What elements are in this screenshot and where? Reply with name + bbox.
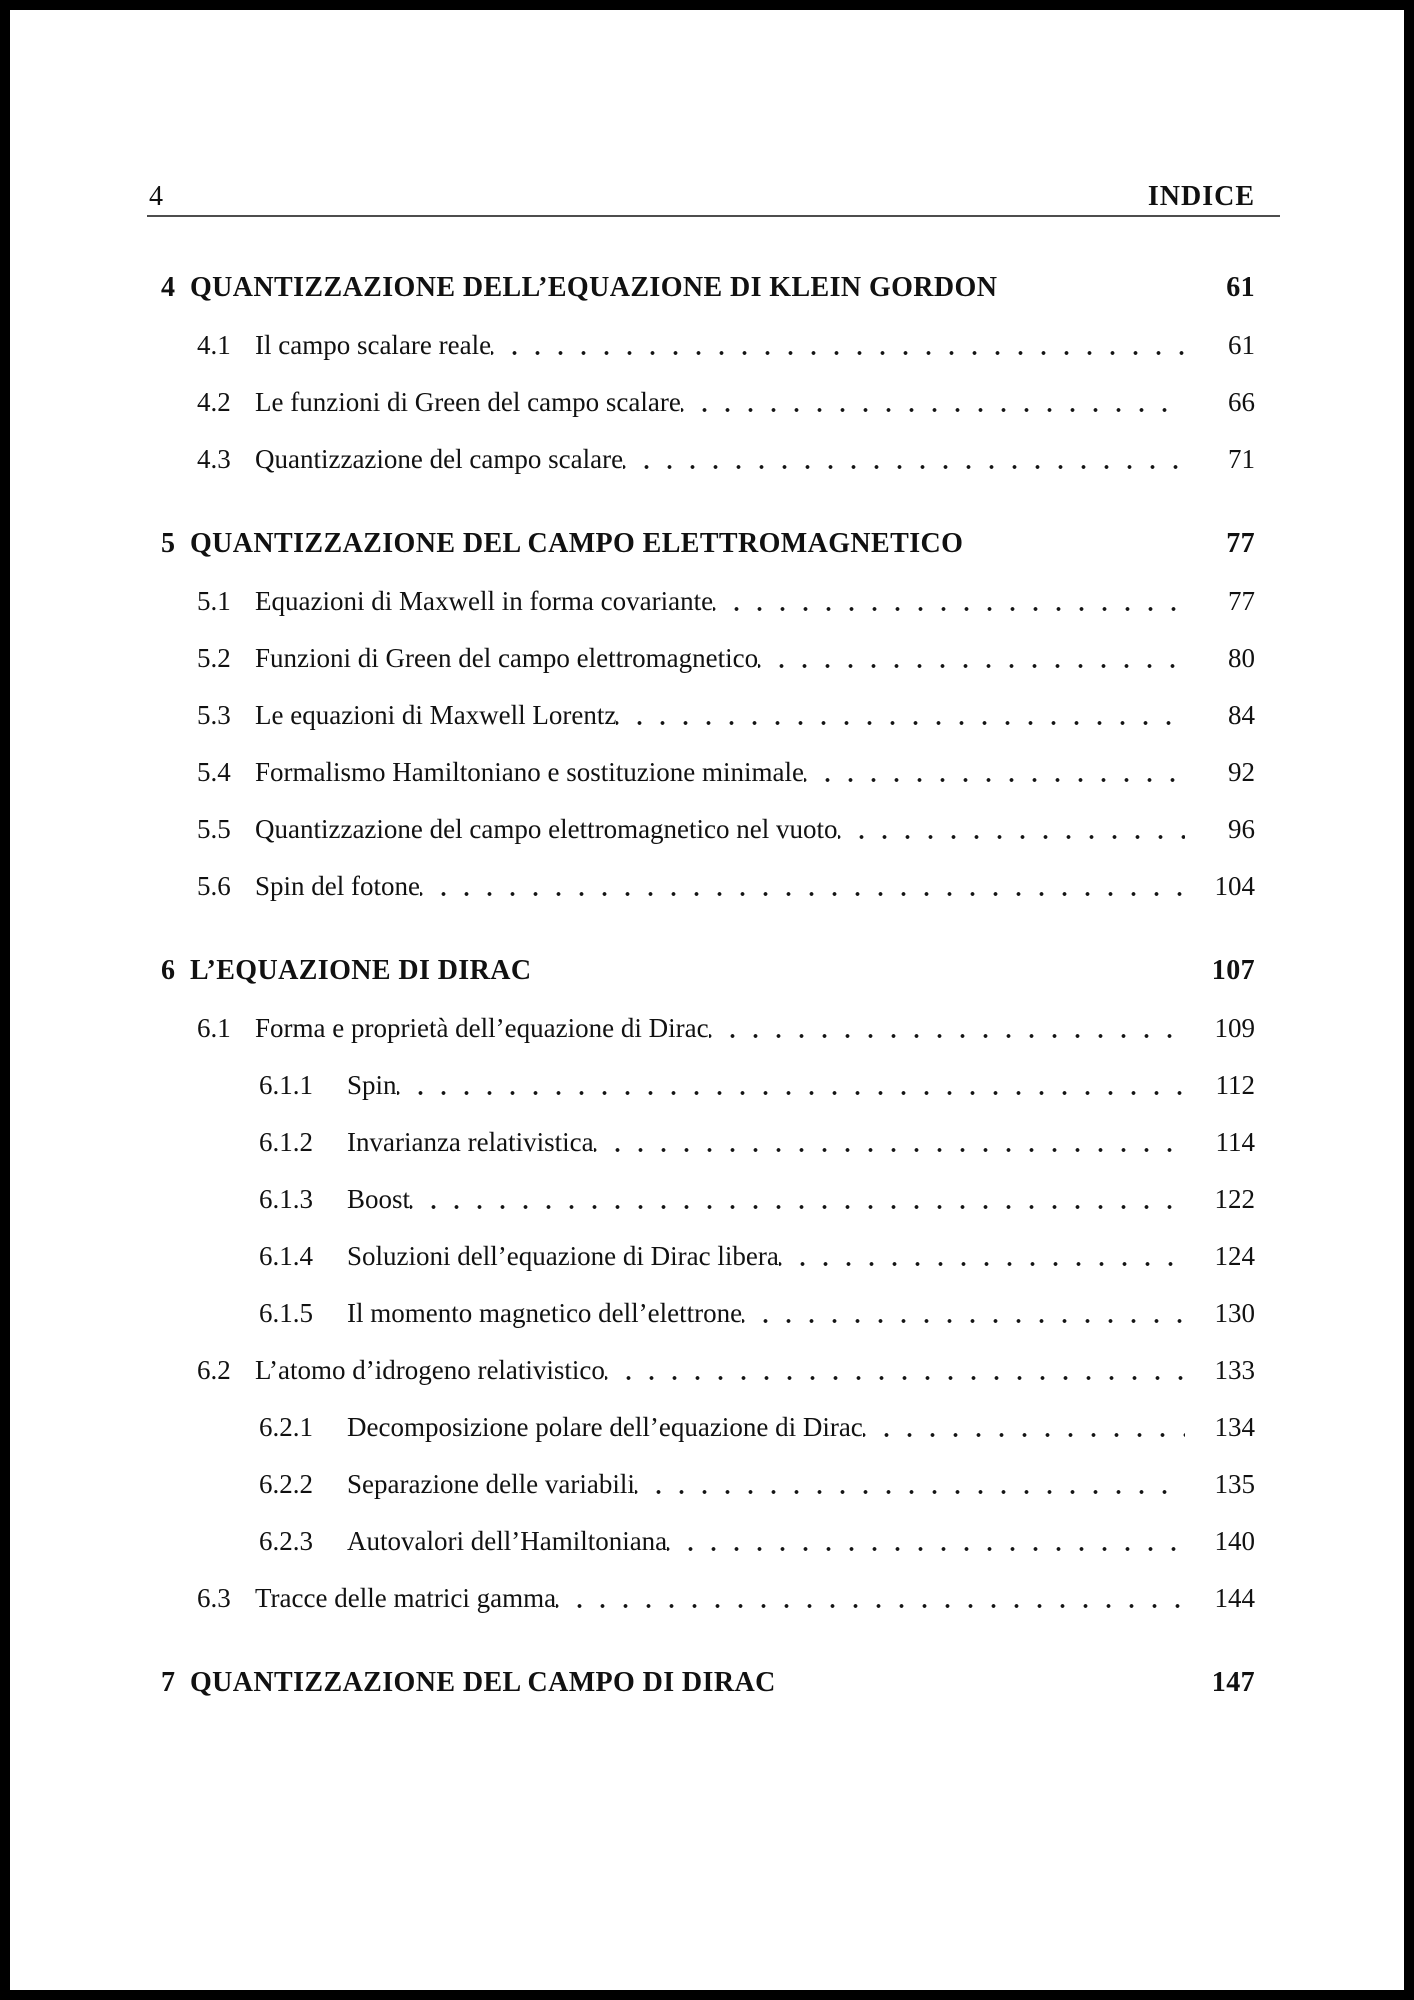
entry-title: Spin del fotone [255,871,420,901]
page-number: 133 [1214,1355,1255,1385]
page-number: 71 [1228,444,1255,474]
toc-entry-row [147,702,1280,729]
page-number: 61 [1228,330,1255,360]
page-number: 61 [1226,272,1255,303]
dot-leader [397,1072,1185,1099]
dot-leader [681,389,1185,416]
dot-leader [556,1585,1185,1612]
dot-leader [742,1300,1185,1327]
dot-leader [838,816,1185,843]
dot-leader [758,645,1185,672]
page-number: 147 [1211,1667,1255,1698]
chapter-title: L’EQUAZIONE DI DIRAC [190,955,532,986]
toc-entry-row [147,1585,1280,1612]
entry-title: Funzioni di Green del campo elettromagnetico [255,643,759,673]
entry-number: 4.2 [197,387,231,417]
entry-number: 5.1 [197,586,231,616]
toc-chapter-row [147,957,1280,985]
page-content [147,10,1280,1697]
chapter-title: QUANTIZZAZIONE DEL CAMPO ELETTROMAGNETICO [190,528,964,559]
toc-entry-row [147,1300,1280,1327]
entry-number: 5.3 [197,700,231,730]
entry-title: Soluzioni dell’equazione di Dirac libera [347,1241,779,1271]
entry-title: Quantizzazione del campo elettromagnetico nel vuoto [255,814,838,844]
page-number: 104 [1214,871,1255,901]
page-number: 124 [1214,1241,1255,1271]
entry-title: Decomposizione polare dell’equazione di Dirac [347,1412,863,1442]
dot-leader [594,1129,1185,1156]
toc-entry-row [147,1015,1280,1042]
toc-entry-row [147,1528,1280,1555]
chapter-number: 5 [161,528,176,559]
toc-entry-row [147,1357,1280,1384]
page-number: 140 [1214,1526,1255,1556]
toc-entry-row [147,816,1280,843]
toc-entry-row [147,1243,1280,1270]
chapter-number: 4 [161,272,176,303]
entry-number: 6.1.4 [259,1241,313,1271]
toc-entry-row [147,1471,1280,1498]
header-title: INDICE [1147,181,1255,212]
entry-number: 6.2.1 [259,1412,313,1442]
page-number: 130 [1214,1298,1255,1328]
toc-entry-row [147,645,1280,672]
entry-title: Forma e proprietà dell’equazione di Dirac [255,1013,709,1043]
entry-title: Le funzioni di Green del campo scalare [255,387,681,417]
entry-number: 6.2 [197,1355,231,1385]
page-number: 77 [1226,528,1255,559]
dot-leader [863,1414,1185,1441]
entry-title: Le equazioni di Maxwell Lorentz [255,700,617,730]
toc-entry-row [147,588,1280,615]
entry-title: Il momento magnetico dell’elettrone [347,1298,743,1328]
entry-number: 6.1.2 [259,1127,313,1157]
entry-number: 5.2 [197,643,231,673]
page-number: 135 [1214,1469,1255,1499]
entry-title: Formalismo Hamiltoniano e sostituzione minimale [255,757,804,787]
toc-entry-row [147,389,1280,416]
entry-number: 6.3 [197,1583,231,1613]
leader-space [776,1670,1185,1697]
page-number: 112 [1215,1070,1255,1100]
page-number: 92 [1228,757,1255,787]
header-page-number: 4 [149,181,163,212]
toc-entry-row [147,1072,1280,1099]
toc-chapter-row [147,530,1280,558]
chapter-number: 6 [161,955,176,986]
entry-title: Spin [347,1070,397,1100]
page-number: 77 [1228,586,1255,616]
dot-leader [616,702,1185,729]
entry-title: Invarianza relativistica [347,1127,594,1157]
entry-number: 5.4 [197,757,231,787]
dot-leader [420,873,1185,900]
dot-leader [410,1186,1185,1213]
dot-leader [779,1243,1185,1270]
toc-entry-row [147,1414,1280,1441]
toc-entry-row [147,873,1280,900]
dot-leader [709,1015,1185,1042]
entry-number: 5.6 [197,871,231,901]
leader-space [531,958,1185,985]
dot-leader [491,332,1185,359]
leader-space [963,531,1185,558]
chapter-number: 7 [161,1667,176,1698]
dot-leader [667,1528,1185,1555]
page-number: 109 [1214,1013,1255,1043]
entry-number: 4.1 [197,330,231,360]
running-header [147,183,1280,217]
dot-leader [623,446,1185,473]
entry-title: Equazioni di Maxwell in forma covariante [255,586,714,616]
page-number: 134 [1214,1412,1255,1442]
page-number: 66 [1228,387,1255,417]
entry-number: 6.1.3 [259,1184,313,1214]
toc-entry-row [147,332,1280,359]
entry-number: 5.5 [197,814,231,844]
toc-chapter-row [147,1669,1280,1697]
chapter-title: QUANTIZZAZIONE DELL’EQUAZIONE DI KLEIN GORDON [190,272,998,303]
page-number: 84 [1228,700,1255,730]
leader-space [997,275,1185,302]
entry-number: 6.2.2 [259,1469,313,1499]
dot-leader [804,759,1185,786]
page-number: 114 [1215,1127,1255,1157]
entry-title: Quantizzazione del campo scalare [255,444,624,474]
page-number: 144 [1214,1583,1255,1613]
entry-title: Autovalori dell’Hamiltoniana [347,1526,668,1556]
toc-entry-row [147,446,1280,473]
entry-title: Separazione delle variabili [347,1469,635,1499]
entry-number: 6.1 [197,1013,231,1043]
entry-title: Il campo scalare reale [255,330,492,360]
entry-title: L’atomo d’idrogeno relativistico [255,1355,605,1385]
entry-title: Boost [347,1184,411,1214]
toc-entry-row [147,759,1280,786]
entry-number: 6.1.1 [259,1070,313,1100]
entry-number: 4.3 [197,444,231,474]
dot-leader [635,1471,1185,1498]
entry-number: 6.2.3 [259,1526,313,1556]
entry-number: 6.1.5 [259,1298,313,1328]
dot-leader [605,1357,1185,1384]
dot-leader [713,588,1185,615]
page-number: 107 [1211,955,1255,986]
toc-chapter-row [147,274,1280,302]
page-number: 122 [1214,1184,1255,1214]
toc-entry-row [147,1186,1280,1213]
chapter-title: QUANTIZZAZIONE DEL CAMPO DI DIRAC [190,1667,776,1698]
page-number: 96 [1228,814,1255,844]
toc-entry-row [147,1129,1280,1156]
entry-title: Tracce delle matrici gamma [255,1583,557,1613]
page-number: 80 [1228,643,1255,673]
